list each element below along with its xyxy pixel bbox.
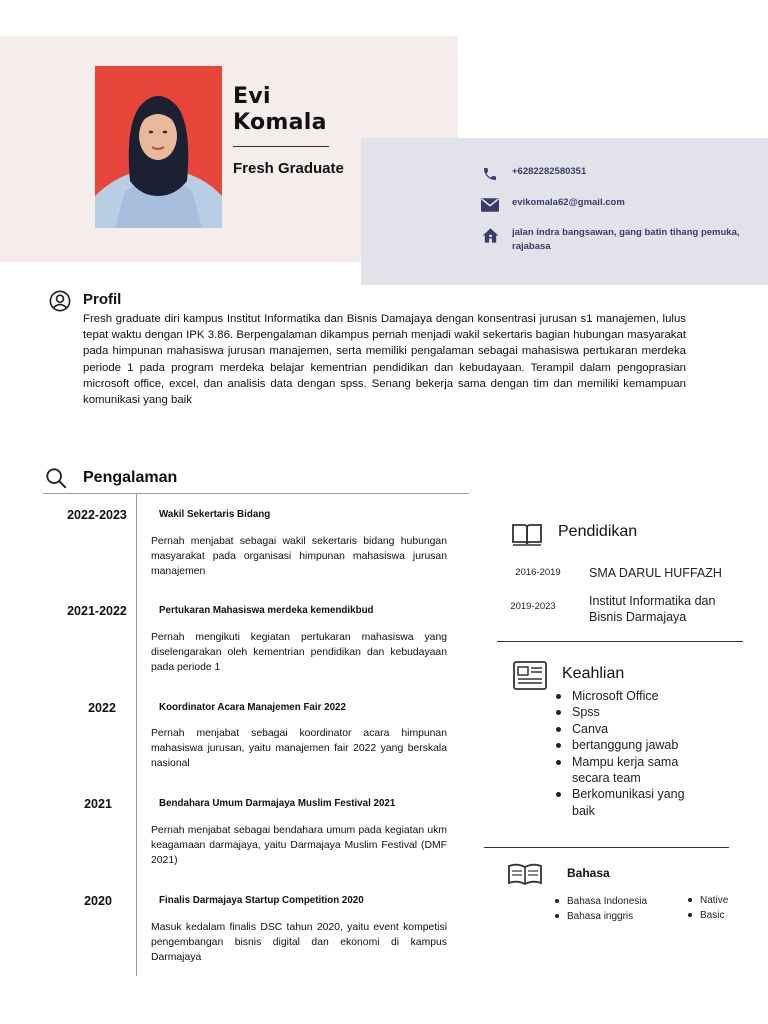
education-school: SMA DARUL HUFFAZH <box>589 566 722 580</box>
experience-title: Finalis Darmajaya Startup Competition 2020 <box>159 895 364 906</box>
keahlian-heading: Keahlian <box>562 665 625 682</box>
bahasa-heading: Bahasa <box>567 866 610 880</box>
pendidikan-heading: Pendidikan <box>558 523 638 540</box>
experience-description: Masuk kedalam finalis DSC tahun 2020, yaitu event kompetisi pengembangan bisnis digital dan ekonomi di kampus Darmajaya <box>151 922 447 963</box>
profil-text: Fresh graduate diri kampus Institut Informatika dan Bisnis Damajaya dengan konsentrasi jurusan s1 manajemen, lulus tepat waktu dengan IPK 3.86. Berpengalaman dikampus pernah menjadi wakil sekertaris bagian hubungan masyarakat pada himpunan mahasiswa jurusan manajemen, serta memiliki pengalaman sebagai mahasiswa pertukaran merdeka periode 1 pada program merdeka belajar kementrian pendidikan dan kebudayaan. Terampil dalam pengoprasian microsoft office, excel, dan analisis data dengan spss. Senang bekerja sama dengan tim dan memiliki kemampuan komunikasi yang baik <box>83 313 686 407</box>
list-item: Berkomunikasi yang baik <box>554 786 704 819</box>
address-text: jalan indra bangsawan, gang batin tihang pemuka, rajabasa <box>512 227 740 252</box>
list-item: Mampu kerja sama secara team <box>554 754 694 787</box>
experience-description: Pernah menjabat sebagai koordinator acara himpunan mahasiswa jurusan, yaitu manajemen fair 2022 yang berskala nasional <box>151 728 447 769</box>
contact-phone <box>480 165 586 183</box>
contact-email <box>480 196 625 214</box>
language-level-list <box>688 893 728 923</box>
profil-heading: Profil <box>83 291 122 308</box>
experience-year: 2021-2022 <box>67 604 127 618</box>
pendidikan-divider <box>497 641 743 642</box>
open-book-icon <box>507 862 543 886</box>
education-school: Institut Informatika dan Bisnis Darmajaya <box>589 594 716 624</box>
list-item: Basic <box>688 908 728 923</box>
education-years: 2016-2019 <box>515 567 561 578</box>
email-address: evikomala62@gmail.com <box>512 197 625 208</box>
experience-title: Pertukaran Mahasiswa merdeka kemendikbud <box>159 605 374 616</box>
last-name: Komala <box>233 110 327 135</box>
list-item: Microsoft Office <box>554 688 714 704</box>
role-title: Fresh Graduate <box>233 160 344 177</box>
experience-description: Pernah mengikuti kegiatan pertukaran mahasiswa yang diselengarakan oleh kementrian pendidikan dan kebudayaan pada periode 1 <box>151 632 447 673</box>
list-item: Canva <box>554 721 714 737</box>
name-divider <box>233 146 329 147</box>
list-item: Spss <box>554 704 714 720</box>
experience-description: Pernah menjabat sebagai wakil sekertaris bidang hubungan masyarakat pada organisasi himpunan mahasiswa jurusan manajemen <box>151 536 447 577</box>
avatar <box>95 66 222 228</box>
first-name: Evi <box>233 84 271 109</box>
education-years: 2019-2023 <box>510 601 556 612</box>
list-item: Bahasa Indonesia <box>555 894 647 909</box>
language-list <box>555 894 647 924</box>
pengalaman-divider <box>43 493 469 494</box>
experience-year: 2021 <box>84 797 112 811</box>
mail-icon <box>480 196 500 214</box>
experience-description: Pernah menjabat sebagai bendahara umum pada kegiatan ukm keagamaan darmajaya, yaitu Darmajaya Muslim Festival (DMF 2021) <box>151 825 447 866</box>
profile-photo <box>95 66 222 228</box>
search-icon <box>45 467 67 489</box>
skills-list <box>554 688 714 819</box>
experience-title: Bendahara Umum Darmajaya Muslim Festival 2021 <box>159 798 396 809</box>
phone-icon <box>480 165 500 183</box>
newspaper-icon <box>513 661 547 690</box>
experience-title: Koordinator Acara Manajemen Fair 2022 <box>159 702 346 713</box>
list-item: Bahasa inggris <box>555 909 647 924</box>
user-circle-icon <box>49 290 71 312</box>
person-name <box>233 84 327 136</box>
list-item: Native <box>688 893 728 908</box>
experience-year: 2022 <box>88 701 116 715</box>
experience-title: Wakil Sekertaris Bidang <box>159 509 271 520</box>
contact-address <box>480 226 750 254</box>
home-icon <box>480 226 500 244</box>
experience-year: 2020 <box>84 894 112 908</box>
keahlian-divider <box>484 847 729 848</box>
pengalaman-heading: Pengalaman <box>83 469 178 486</box>
list-item: bertanggung jawab <box>554 737 714 753</box>
book-icon <box>511 522 543 546</box>
experience-year: 2022-2023 <box>67 508 127 522</box>
phone-number: +6282282580351 <box>512 166 587 177</box>
